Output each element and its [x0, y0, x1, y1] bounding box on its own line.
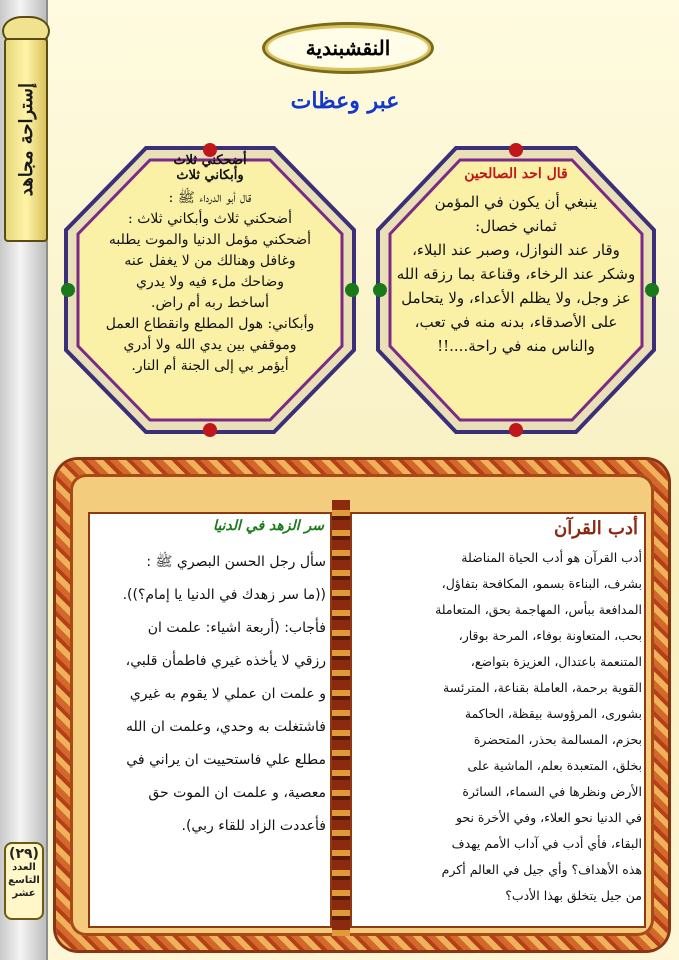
- left-panel-line: مطلع علي فاستحييت ان يراني في: [126, 752, 326, 768]
- issue-label-1: العدد: [12, 862, 36, 873]
- right-panel-line: بشرف، البناءة بسمو، المكافحة بتفاؤل،: [441, 576, 642, 591]
- left-octagon-panel: [60, 140, 348, 428]
- left-octagon-line: وموقفي بين يدي الله ولا أدري: [123, 337, 297, 353]
- left-octagon-line: أضحكني مؤمل الدنيا والموت يطلبه: [108, 232, 312, 248]
- left-panel-line: و علمت ان عملي لا يقوم به غيري: [129, 686, 326, 702]
- right-panel-body: [356, 545, 642, 909]
- right-panel-line: المدافعة ببأس، المهاجمة بحق، المتعاملة: [435, 602, 642, 617]
- right-panel-line: القوية برحمة، العاملة بقناعة، المترئسة: [443, 680, 642, 695]
- left-panel-line: ((ما سر زهدك في الدنيا يا إمام؟)).: [122, 587, 326, 603]
- right-octagon-content: [386, 162, 646, 358]
- right-panel-line: بحب، المتعاونة بوفاء، المرحة بوقار،: [458, 628, 642, 643]
- right-panel-line: بخلق، المتعبدة بعلم، الماشية على: [467, 758, 642, 773]
- left-octagon-line: وغافل وهنالك من لا يغفل عنه: [124, 253, 296, 269]
- sidebar-banner-label: إستراحة مجاهد: [15, 83, 37, 197]
- left-panel-line: فاشتغلت به وحدي، وعلمت ان الله: [126, 719, 326, 735]
- left-octagon-content: [74, 154, 346, 377]
- left-octagon-line: أساخط ربه أم راض.: [151, 295, 269, 311]
- section-title: عبر وعظات: [290, 88, 400, 114]
- issue-label-3: عشر: [12, 888, 36, 899]
- issue-number-box: [4, 842, 44, 920]
- left-panel-line: فأجاب: (أربعة اشياء: علمت ان: [147, 620, 326, 636]
- left-octagon-line: وأبكاني: هول المطلع وانقطاع العمل: [105, 316, 315, 332]
- left-octagon-title-2: وأبكاني ثلاث: [176, 168, 244, 183]
- left-panel-line: فأعددت الزاد للقاء ربي).: [181, 818, 326, 834]
- right-panel-line: بحزم، المسالمة بحذر، المتحضرة: [473, 732, 642, 747]
- issue-label-2: التاسع: [8, 875, 40, 886]
- left-panel-line: معصية، و علمت ان الموت حق: [148, 785, 326, 801]
- right-panel-line: هذه الأهداف؟ وأي جيل في العالم أكرم: [441, 862, 642, 877]
- right-octagon-title: قال احد الصالحين: [464, 166, 568, 182]
- right-octagon-line: عز وجل، ولا يظلم الأعداء، ولا يتحامل: [401, 289, 631, 307]
- sidebar-banner: [4, 38, 48, 242]
- right-panel-line: البقاء، فأي أدب في آداب الأمم يهدف: [451, 836, 642, 851]
- right-panel-line: من جيل يتخلق بهذا الأدب؟: [505, 888, 642, 903]
- right-octagon-line: على الأصدقاء، بدنه منه في تعب،: [414, 313, 618, 331]
- magazine-title: النقشبندية: [262, 22, 434, 74]
- right-octagon-line: ينبغي أن يكون في المؤمن: [434, 193, 598, 211]
- right-octagon-line: وقار عند النوازل، وصبر عند البلاء،: [412, 241, 620, 259]
- right-octagon-line: والناس منه في راحة....!!: [437, 337, 595, 355]
- left-octagon-line: قال أبو الدرداء ﷺ :: [168, 190, 252, 206]
- right-octagon-line: وشكر عند الرخاء، وقناعة بما رزقه الله: [396, 265, 636, 283]
- right-panel-line: أدب القرآن هو أدب الحياة المناضلة: [461, 550, 642, 565]
- right-panel-line: في الدنيا نحو العلاء، وفي الأخرة نحو: [455, 810, 642, 825]
- right-panel-title: أدب القرآن: [554, 518, 638, 539]
- right-panel-line: بشورى، المرؤوسة بيقظة، الحاكمة: [464, 706, 642, 721]
- issue-number: (٢٩): [9, 846, 39, 862]
- column-divider: [332, 500, 350, 936]
- right-octagon-line: ثماني خصال:: [475, 217, 557, 235]
- right-panel-line: الأرض ونظرها في السماء، السائرة: [462, 784, 642, 799]
- left-octagon-line: أيؤمر بي إلى الجنة أم النار.: [131, 358, 289, 374]
- left-octagon-line: أضحكني ثلاث وأبكاني ثلاث :: [128, 211, 292, 227]
- left-panel-line: رزقي لا يأخذه غيري فاطمأن قلبي،: [125, 653, 326, 669]
- left-panel-title: سر الزهد في الدنيا: [213, 518, 324, 534]
- right-octagon-panel: [372, 140, 660, 428]
- left-panel-body: [94, 546, 326, 843]
- left-panel-line: سأل رجل الحسن البصري ﷺ :: [146, 554, 326, 570]
- left-octagon-title-1: أضحكني ثلاث: [173, 153, 247, 168]
- left-octagon-line: وضاحك ملء فيه ولا يدري: [136, 274, 284, 290]
- right-panel-line: المتنعمة باعتدال، العزيزة بتواضع،: [470, 654, 642, 669]
